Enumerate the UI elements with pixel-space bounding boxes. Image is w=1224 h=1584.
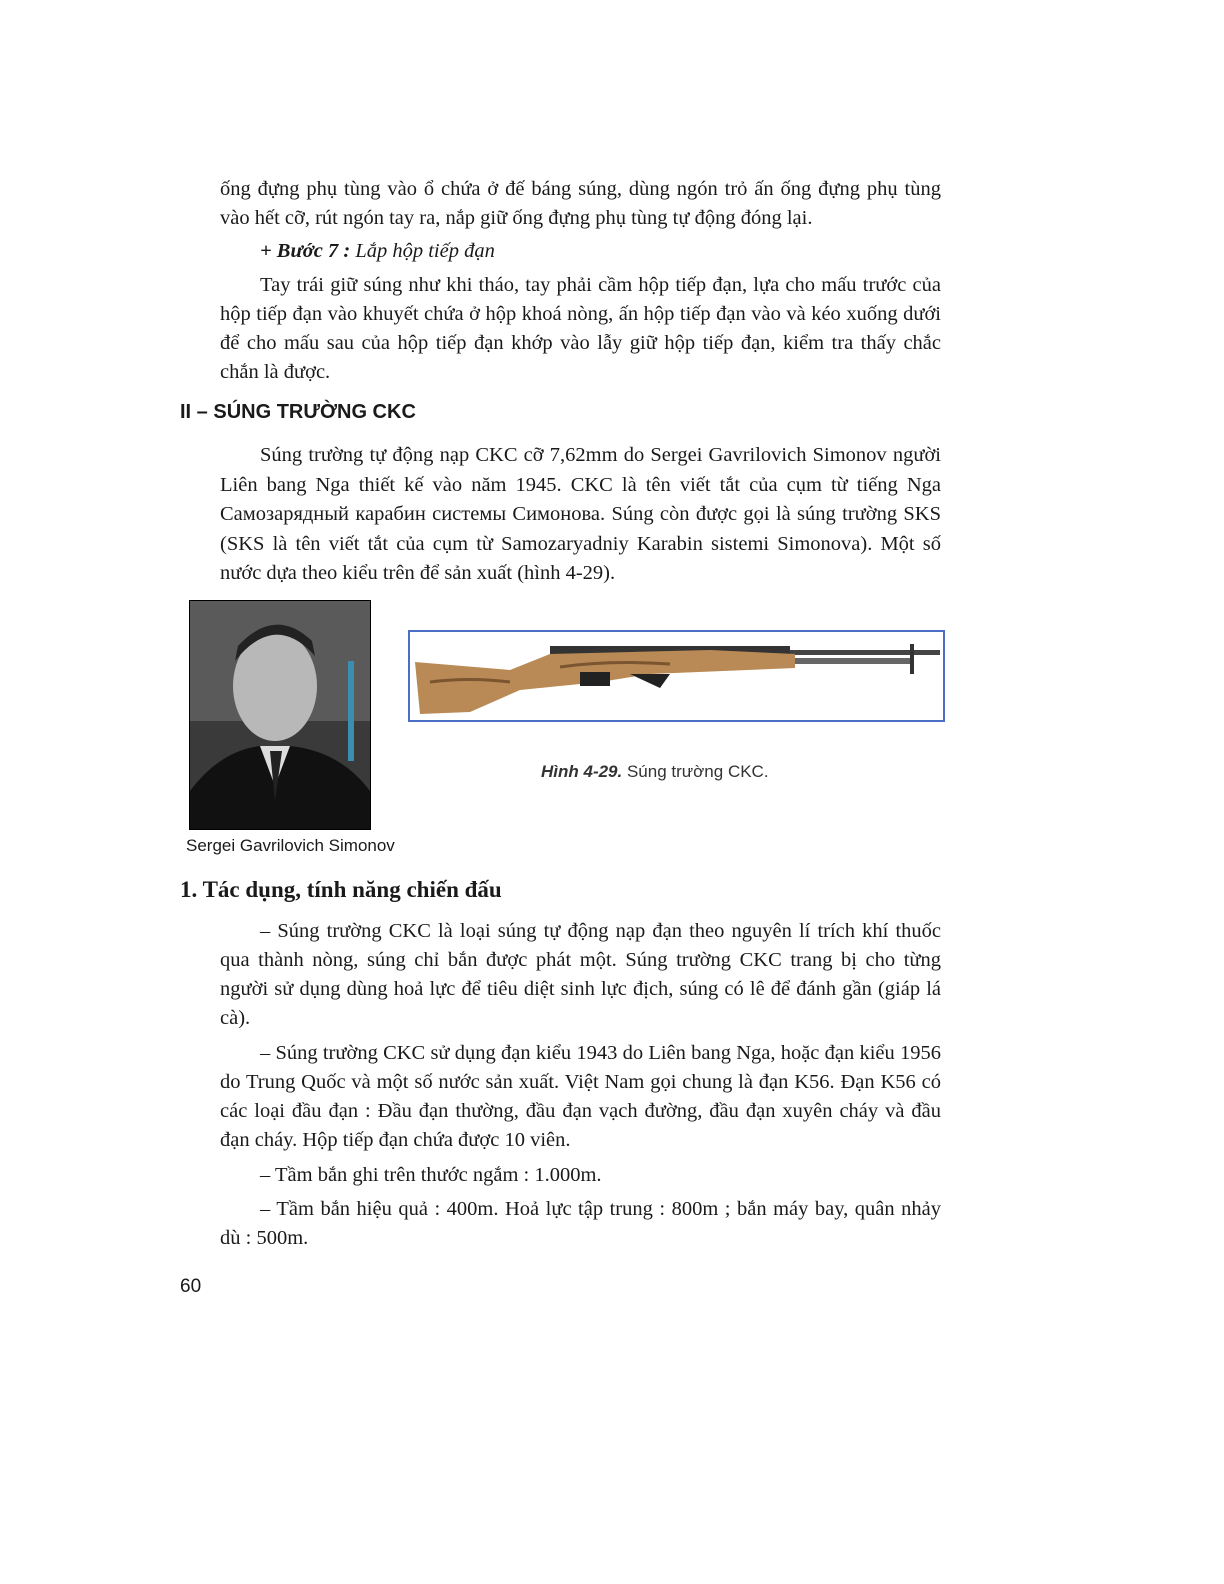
list-item: – Súng trường CKC sử dụng đạn kiểu 1943 do Liên bang Nga, hoặc đạn kiểu 1956 do Trung Quốc và một số nước sản xuất. Việt Nam gọi chung là đạn K56. Đạn K56 có các loại đầu đạn : Đầu đạn thường, đầu đạn vạch đường, đầu đạn xuyên cháy và đầu đạn cháy. Hộp tiếp đạn chứa được 10 viên. — [220, 1042, 941, 1151]
intro-text — [220, 175, 941, 387]
step-label: + Bước 7 : — [260, 240, 351, 262]
paragraph: ống đựng phụ tùng vào ổ chứa ở đế báng súng, dùng ngón trỏ ấn ống đựng phụ tùng vào hết cỡ, rút ngón tay ra, nắp giữ ống đựng phụ tùng tự động đóng lại. — [220, 178, 941, 229]
portrait-photo — [189, 600, 371, 830]
step-title: Lắp hộp tiếp đạn — [355, 240, 495, 262]
subsection-text — [220, 917, 941, 1253]
paragraph: Súng trường tự động nạp CKC cỡ 7,62mm do Sergei Gavrilovich Simonov người Liên bang Nga thiết kế vào năm 1945. CKC là tên viết tắt của cụm từ tiếng Nga Самозарядный карабин системы Симонова. Súng còn được gọi là súng trường SKS (SKS là tên viết tắt của cụm từ Samozaryadniy Karabin sistemi Simonova). Một số nước dựa theo kiểu trên để sản xuất (hình 4-29). — [220, 444, 941, 584]
section-heading: II – SÚNG TRƯỜNG CKC — [180, 401, 416, 423]
rifle-image — [408, 630, 945, 722]
figure-caption-text: Súng trường CKC. — [622, 762, 769, 781]
section-text — [220, 441, 941, 589]
portrait-caption: Sergei Gavrilovich Simonov — [186, 836, 395, 855]
list-item: – Súng trường CKC là loại súng tự động nạp đạn theo nguyên lí trích khí thuốc qua thành nòng, súng chỉ bắn được phát một. Súng trường CKC trang bị cho từng người sử dụng dùng hoả lực để tiêu diệt sinh lực địch, súng có lê để đánh gần (giáp lá cà). — [220, 920, 941, 1029]
subsection-heading: 1. Tác dụng, tính năng chiến đấu — [180, 877, 502, 902]
step-heading — [220, 237, 941, 266]
figure-caption — [541, 762, 769, 782]
list-item: – Tầm bắn hiệu quả : 400m. Hoả lực tập trung : 800m ; bắn máy bay, quân nhảy dù : 500m. — [220, 1198, 941, 1249]
paragraph: Tay trái giữ súng như khi tháo, tay phải cầm hộp tiếp đạn, lựa cho mấu trước của hộp tiếp đạn vào khuyết chứa ở hộp khoá nòng, ấn hộp tiếp đạn vào và kéo xuống dưới để cho mấu sau của hộp tiếp đạn khớp vào lẫy giữ hộp tiếp đạn, kiểm tra thấy chắc chắn là được. — [220, 274, 941, 383]
list-item: – Tầm bắn ghi trên thước ngắm : 1.000m. — [260, 1164, 602, 1186]
page-number: 60 — [180, 1276, 202, 1297]
figure-label: Hình 4-29. — [541, 762, 623, 781]
